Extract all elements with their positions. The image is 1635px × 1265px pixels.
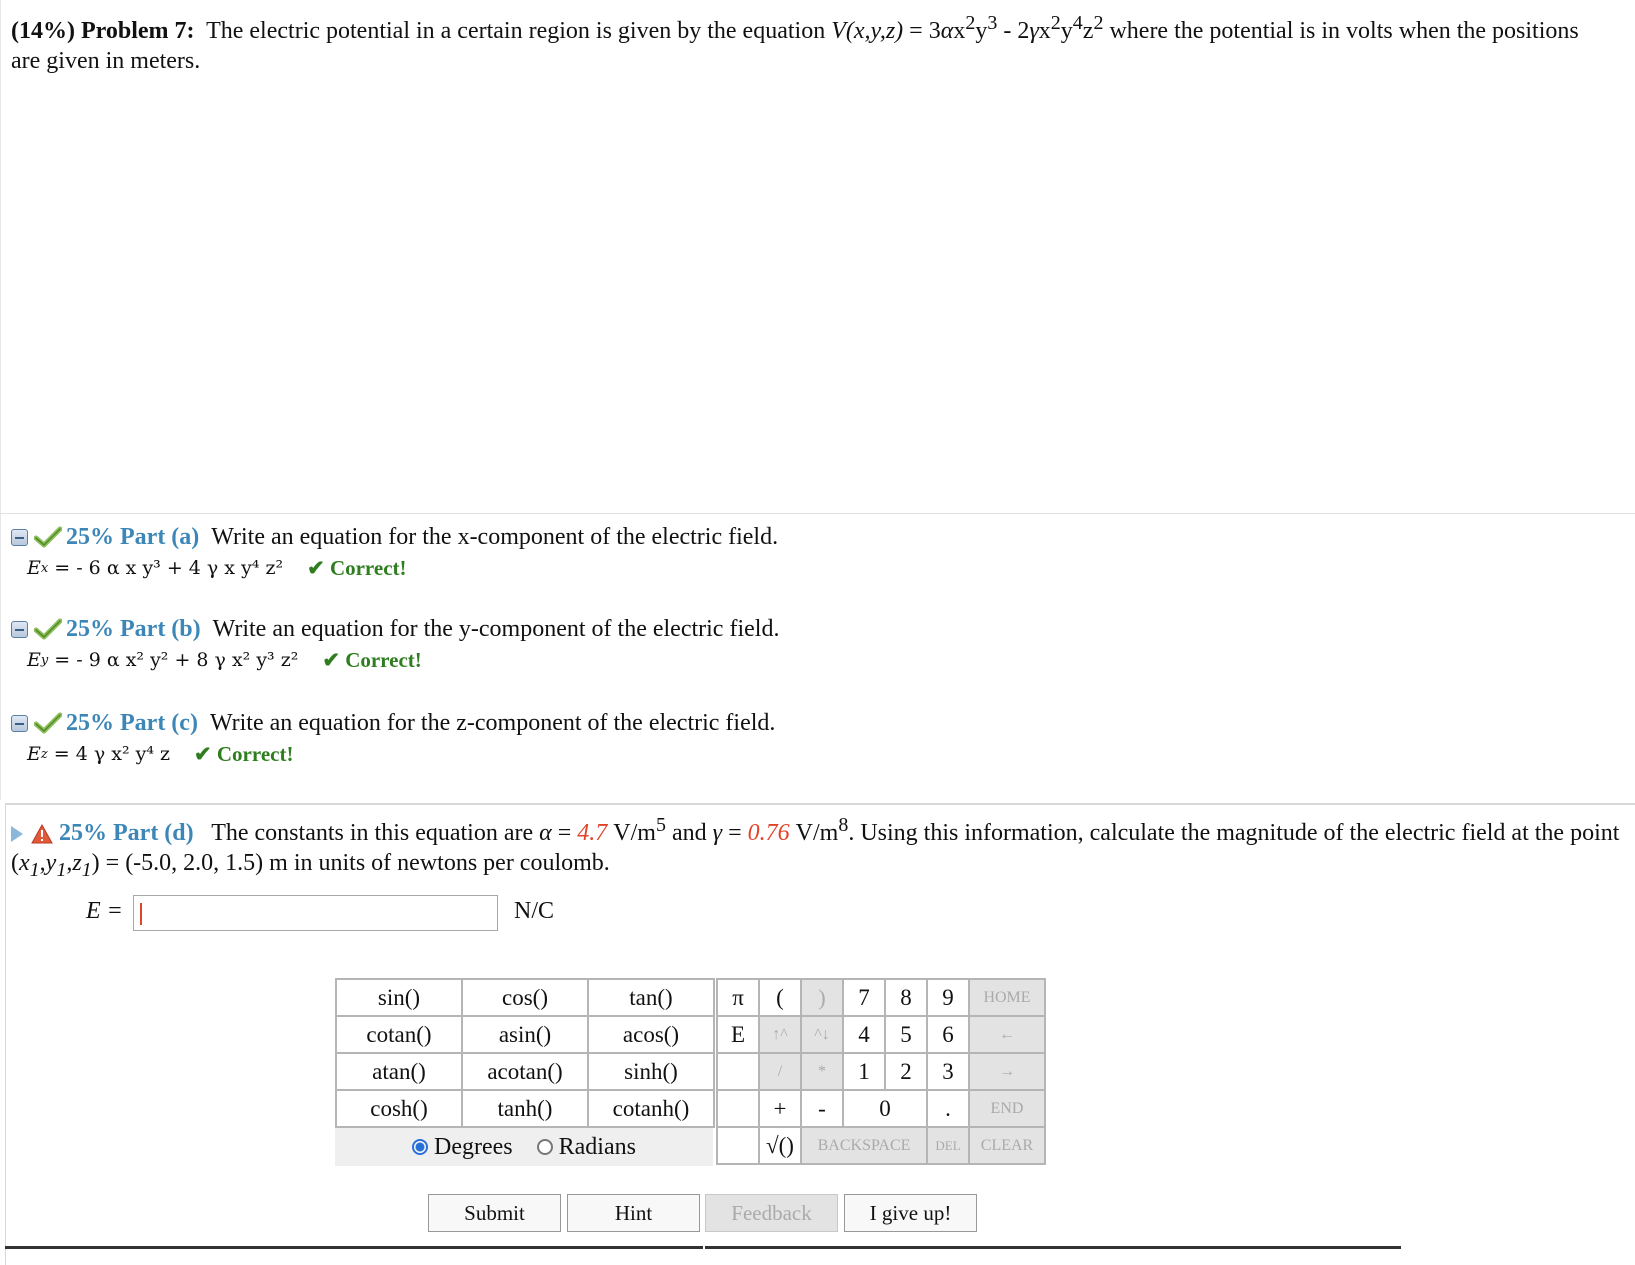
backspace-button[interactable]: BACKSPACE [801, 1127, 927, 1164]
equation-rhs: = $3\alpha x^2y^3 - 2\gamma x^2y^4z^2$ [909, 12, 1104, 44]
e-button[interactable]: E [717, 1016, 759, 1053]
part-c [11, 708, 1611, 768]
point-value: = (-5.0, 2.0, 1.5) m in units of newtons per coulomb. [105, 850, 610, 876]
collapse-icon[interactable] [11, 715, 28, 732]
answer-input[interactable] [133, 895, 498, 931]
tanh-button[interactable]: tanh() [462, 1090, 588, 1127]
clear-button[interactable]: CLEAR [969, 1127, 1045, 1164]
digit-0-button[interactable]: 0 [843, 1090, 927, 1127]
empty-key [717, 1090, 759, 1127]
part-b-question: Write an equation for the y-component of the electric field. [212, 615, 780, 642]
acotan-button[interactable]: acotan() [462, 1053, 588, 1090]
atan-button[interactable]: atan() [336, 1053, 462, 1090]
cos-button[interactable]: cos() [462, 979, 588, 1016]
degrees-radio[interactable] [412, 1139, 428, 1155]
part-a-question: Write an equation for the x-component of the electric field. [211, 523, 779, 550]
part-b-label: 25% Part (b) [66, 615, 201, 642]
digit-9-button[interactable]: 9 [927, 979, 969, 1016]
cosh-button[interactable]: cosh() [336, 1090, 462, 1127]
digit-2-button[interactable]: 2 [885, 1053, 927, 1090]
answer-unit: N/C [514, 898, 555, 924]
checkmark-icon [34, 618, 62, 640]
degrees-label: Degrees [434, 1133, 513, 1160]
gamma-unit: V/m [795, 820, 839, 846]
right-paren-button[interactable]: ) [801, 979, 843, 1016]
hint-button[interactable]: Hint [567, 1194, 700, 1232]
part-a-label: 25% Part (a) [66, 523, 200, 550]
feedback-bar [705, 1246, 1401, 1249]
correct-badge: ✔ Correct! [307, 555, 407, 580]
digit-1-button[interactable]: 1 [843, 1053, 885, 1090]
part-d-question: 25% Part (d) The constants in this equation are α = 4.7 $V/m^5$ and γ = 0.76 $V/m^8$. Using this information, calculate the magnitude of the electric field at the point $(x_1,y_1,z_1) = (-5.0$, 2.0, 1.5) m in units of newtons per coulomb. [11, 814, 1620, 881]
cotanh-button[interactable]: cotanh() [588, 1090, 714, 1127]
tan-button[interactable]: tan() [588, 979, 714, 1016]
digit-5-button[interactable]: 5 [885, 1016, 927, 1053]
warning-icon [31, 824, 53, 844]
left-paren-button[interactable]: ( [759, 979, 801, 1016]
checkmark-icon [34, 712, 62, 734]
part-d-label: 25% Part (d) [59, 820, 194, 846]
function-keypad [335, 978, 715, 1128]
empty-key [717, 1053, 759, 1090]
problem-text-after: where the potential is in volts when the positions are given in meters. [11, 18, 1579, 74]
decimal-button[interactable]: . [927, 1090, 969, 1127]
correct-badge: ✔ Correct! [322, 647, 422, 672]
problem-text-before: The electric potential in a certain region is given by the equation [206, 18, 826, 44]
problem-statement [11, 8, 1611, 76]
digit-3-button[interactable]: 3 [927, 1053, 969, 1090]
up-button[interactable]: ↑^ [759, 1016, 801, 1053]
part-c-question: Write an equation for the z-component of the electric field. [209, 709, 776, 736]
alpha-unit: V/m [613, 820, 656, 846]
collapse-icon[interactable] [11, 529, 28, 546]
feedback-button[interactable]: Feedback [705, 1194, 838, 1232]
equation-lhs: V(x,y,z) [831, 18, 904, 44]
empty-key [717, 1127, 759, 1164]
alpha-value: 4.7 [577, 820, 608, 846]
part-a [11, 522, 1611, 582]
divide-button[interactable]: / [759, 1053, 801, 1090]
part-d-text-2: . Using this information, calculate the magnitude of the electric field at the point [848, 820, 1620, 846]
pi-button[interactable]: π [717, 979, 759, 1016]
give-up-button[interactable]: I give up! [844, 1194, 977, 1232]
radians-label: Radians [558, 1133, 636, 1160]
part-d-text: The constants in this equation are [211, 820, 534, 846]
digit-8-button[interactable]: 8 [885, 979, 927, 1016]
text-cursor [140, 903, 142, 925]
sin-button[interactable]: sin() [336, 979, 462, 1016]
correct-badge: ✔ Correct! [194, 741, 294, 766]
angle-mode [335, 1128, 713, 1166]
part-c-label: 25% Part (c) [66, 709, 198, 736]
part-b [11, 614, 1611, 674]
part-b-answer: E y = - 9 α x² y² + 8 γ x² y³ z² ✔ Correct! [27, 647, 422, 672]
left-arrow-button[interactable]: ← [969, 1016, 1045, 1053]
acos-button[interactable]: acos() [588, 1016, 714, 1053]
right-arrow-button[interactable]: → [969, 1053, 1045, 1090]
digit-4-button[interactable]: 4 [843, 1016, 885, 1053]
play-icon[interactable] [11, 826, 23, 842]
and-text: and [671, 820, 707, 846]
down-button[interactable]: ^↓ [801, 1016, 843, 1053]
minus-button[interactable]: - [801, 1090, 843, 1127]
left-border [0, 0, 1, 800]
checkmark-icon [34, 526, 62, 548]
cotan-button[interactable]: cotan() [336, 1016, 462, 1053]
part-a-answer: E x = - 6 α x y³ + 4 γ x y⁴ z² ✔ Correct! [27, 555, 407, 580]
separator [0, 513, 1635, 514]
radians-radio[interactable] [537, 1139, 553, 1155]
del-button[interactable]: DEL [927, 1127, 969, 1164]
collapse-icon[interactable] [11, 621, 28, 638]
submit-button[interactable]: Submit [428, 1194, 561, 1232]
end-button[interactable]: END [969, 1090, 1045, 1127]
multiply-button[interactable]: * [801, 1053, 843, 1090]
part-c-answer: E z = 4 γ x² y⁴ z ✔ Correct! [27, 741, 294, 766]
home-button[interactable]: HOME [969, 979, 1045, 1016]
asin-button[interactable]: asin() [462, 1016, 588, 1053]
answer-label: E = [86, 898, 123, 924]
problem-title: Problem 7: [80, 18, 195, 44]
gamma-value: 0.76 [747, 820, 790, 846]
sqrt-button[interactable]: √() [759, 1127, 801, 1164]
plus-button[interactable]: + [759, 1090, 801, 1127]
number-keypad [716, 978, 1046, 1165]
digit-7-button[interactable]: 7 [843, 979, 885, 1016]
hints-bar [5, 1246, 703, 1249]
problem-percent: (14%) [11, 18, 75, 44]
digit-6-button[interactable]: 6 [927, 1016, 969, 1053]
sinh-button[interactable]: sinh() [588, 1053, 714, 1090]
